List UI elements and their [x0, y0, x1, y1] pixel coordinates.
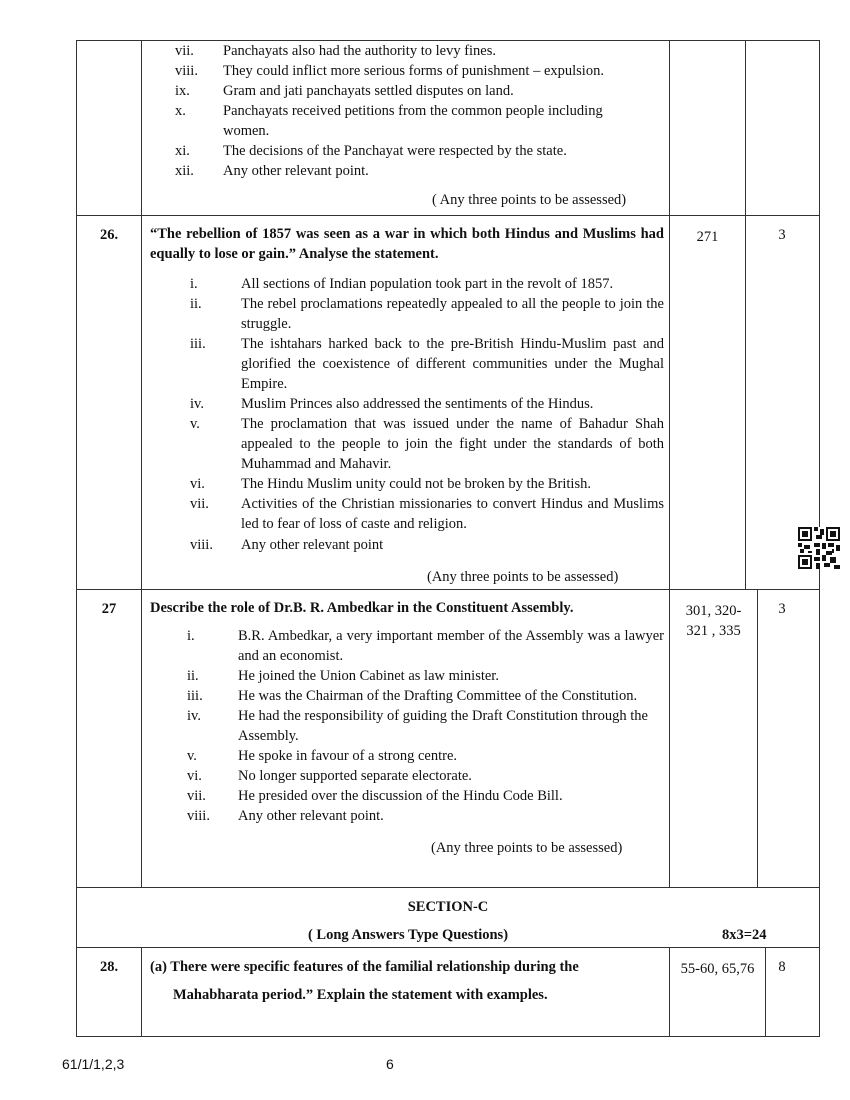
- table-row-continuation: [77, 41, 819, 216]
- marks: 8: [778, 959, 786, 975]
- list-item: ix. Gram and jati panchayats settled disputes on land.: [175, 83, 514, 99]
- list-item: v. He spoke in favour of a strong centre.: [187, 748, 458, 764]
- list-item: iii. The ishtahars harked back to the pre-British Hindu-Muslim past and glorified the coexistence of different communities under the Mughal Empire.: [190, 336, 664, 392]
- list-item: ii. He joined the Union Cabinet as law minister.: [187, 668, 499, 684]
- question-number: 28.: [77, 948, 142, 1036]
- assessment-note: (Any three points to be assessed): [427, 569, 619, 585]
- footer-code: 61/1/1,2,3: [62, 1056, 125, 1072]
- section-marks: 8x3=24: [722, 927, 767, 943]
- question-text-line-2: Mahabharata period.” Explain the statement with examples.: [173, 987, 548, 1003]
- list-item: i. B.R. Ambedkar, a very important member of the Assembly was a lawyer and an economist.: [187, 628, 664, 664]
- list-item: viii. Any other relevant point.: [187, 808, 384, 824]
- table-row-q26: [77, 216, 819, 590]
- table-row-q27: [77, 590, 819, 888]
- list-item: xii. Any other relevant point.: [175, 163, 369, 179]
- list-item: vi. The Hindu Muslim unity could not be broken by the British.: [190, 476, 591, 492]
- question-text: “The rebellion of 1857 was seen as a war in which both Hindus and Muslims had equally to lose or gain.” Analyse the statement.: [150, 226, 664, 262]
- section-header-row: [77, 888, 819, 948]
- list-item: vi. No longer supported separate electorate.: [187, 768, 472, 784]
- list-item: ii. The rebel proclamations repeatedly appealed to all the people to join the struggle.: [190, 296, 664, 332]
- list-item: iv. He had the responsibility of guiding the Draft Constitution through the Assembly.: [187, 708, 648, 744]
- list-item: viii. Any other relevant point: [190, 537, 384, 553]
- list-item: x. Panchayats received petitions from the common people including women.: [175, 103, 603, 139]
- list-item: vii. Activities of the Christian missionaries to convert Hindus and Muslims led to fear of loss of caste and religion.: [190, 496, 664, 532]
- marks: 3: [778, 227, 786, 243]
- page-reference: 301, 320-321 , 335: [670, 590, 758, 887]
- page-reference: 55-60, 65,76: [670, 948, 766, 1036]
- points-list: [190, 274, 664, 555]
- qr-code-icon: [798, 527, 840, 569]
- question-number: 26.: [77, 216, 142, 589]
- section-subtitle: ( Long Answers Type Questions): [307, 927, 509, 943]
- list-item: viii. They could inflict more serious forms of punishment – expulsion.: [175, 63, 604, 79]
- list-item: v. The proclamation that was issued under the name of Bahadur Shah appealed to the people to join the fight under the standards of both Muhammad and Mahavir.: [190, 416, 664, 472]
- list-item: i. All sections of Indian population took part in the revolt of 1857.: [190, 276, 614, 292]
- list-item: iii. He was the Chairman of the Drafting Committee of the Constitution.: [187, 688, 638, 704]
- points-list: [187, 626, 664, 826]
- list-item: vii. Panchayats also had the authority to levy fines.: [175, 43, 497, 59]
- question-text-line-1: (a) There were specific features of the familial relationship during the: [150, 959, 579, 975]
- marks: 3: [778, 601, 786, 617]
- page-reference: 271: [670, 216, 746, 589]
- list-item: vii. He presided over the discussion of the Hindu Code Bill.: [187, 788, 563, 804]
- question-number: 27: [77, 590, 142, 887]
- page-number: 6: [386, 1056, 394, 1072]
- question-text: Describe the role of Dr.B. R. Ambedkar in the Constituent Assembly.: [150, 600, 574, 616]
- section-title: SECTION-C: [407, 899, 489, 915]
- assessment-note: ( Any three points to be assessed): [432, 192, 627, 208]
- assessment-note: (Any three points to be assessed): [431, 840, 623, 856]
- points-list: [175, 41, 635, 181]
- list-item: xi. The decisions of the Panchayat were respected by the state.: [175, 143, 567, 159]
- list-item: iv. Muslim Princes also addressed the sentiments of the Hindus.: [190, 396, 594, 412]
- table-row-q28: [77, 948, 819, 1036]
- marking-scheme-table: [76, 40, 820, 1037]
